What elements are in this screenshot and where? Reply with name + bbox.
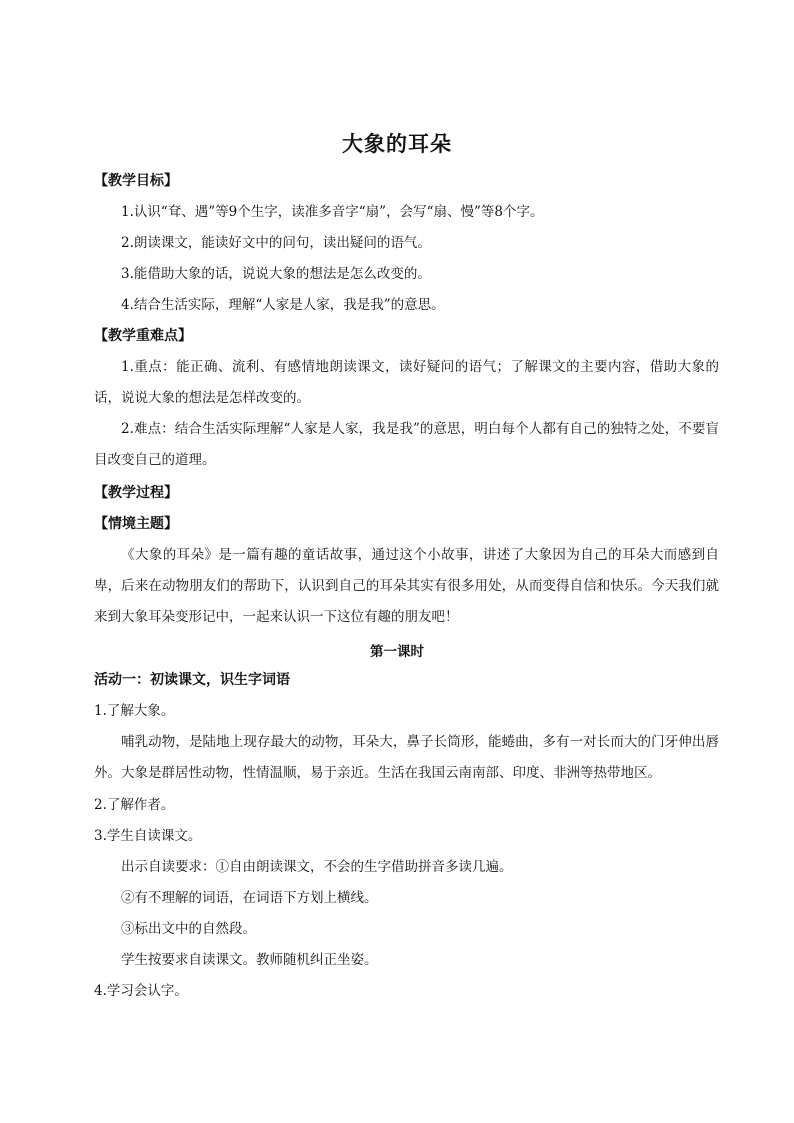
activity1-heading: 活动一：初读课文，识生字词语 bbox=[94, 672, 290, 688]
scenario-heading: 【情境主题】 bbox=[94, 516, 178, 532]
key-point-2: 2.难点：结合生活实际理解“人家是人家，我是我”的意思，明白每个人都有自己的独特之处，不要盲目改变自己的道理。 bbox=[94, 421, 719, 468]
key-point-1: 1.重点：能正确、流利、有感情地朗读课文，读好疑问的语气；了解课文的主要内容，借助大象的话，说说大象的想法是怎样改变的。 bbox=[94, 359, 719, 406]
step-3-requirement-3: ③标出文中的自然段。 bbox=[121, 921, 256, 937]
goal-item-4: 4.结合生活实际，理解“人家是人家，我是我”的意思。 bbox=[121, 297, 445, 313]
step-2: 2.了解作者。 bbox=[94, 797, 175, 813]
goal-item-2: 2.朗读课文，能读好文中的问句，读出疑问的语气。 bbox=[121, 235, 431, 251]
key-points-heading: 【教学重难点】 bbox=[94, 328, 192, 344]
step-3-requirement-1: 出示自读要求：①自由朗读课文，不会的生字借助拼音多读几遍。 bbox=[121, 859, 513, 875]
document-title: 大象的耳朵 bbox=[342, 132, 452, 156]
process-heading: 【教学过程】 bbox=[94, 485, 178, 501]
goal-item-3: 3.能借助大象的话，说说大象的想法是怎么改变的。 bbox=[121, 266, 431, 282]
step-3-after: 学生按要求自读课文。教师随机纠正坐姿。 bbox=[121, 952, 378, 968]
step-1-text: 哺乳动物，是陆地上现存最大的动物，耳朵大，鼻子长筒形，能蜷曲，多有一对长而大的门牙伸出唇外。大象是群居性动物，性情温顺，易于亲近。生活在我国云南南部、印度、非洲等热带地区。 bbox=[94, 734, 719, 781]
goals-heading: 【教学目标】 bbox=[94, 173, 178, 189]
step-1: 1.了解大象。 bbox=[94, 703, 175, 719]
step-4: 4.学习会认字。 bbox=[94, 983, 188, 999]
step-3-requirement-2: ②有不理解的词语，在词语下方划上横线。 bbox=[121, 890, 378, 906]
scenario-paragraph: 《大象的耳朵》是一篇有趣的童话故事，通过这个小故事，讲述了大象因为自己的耳朵大而感到自卑，后来在动物朋友们的帮助下，认识到自己的耳朵其实有很多用处，从而变得自信和快乐。今天我们就来到大象耳朵变形记中，一起来认识一下这位有趣的朋友吧！ bbox=[94, 547, 719, 625]
lesson-title: 第一课时 bbox=[370, 644, 424, 660]
goal-item-1: 1.认识“耷、遇”等9个生字，读准多音字“扇”，会写“扇、慢”等8个字。 bbox=[121, 204, 544, 220]
step-3: 3.学生自读课文。 bbox=[94, 828, 202, 844]
